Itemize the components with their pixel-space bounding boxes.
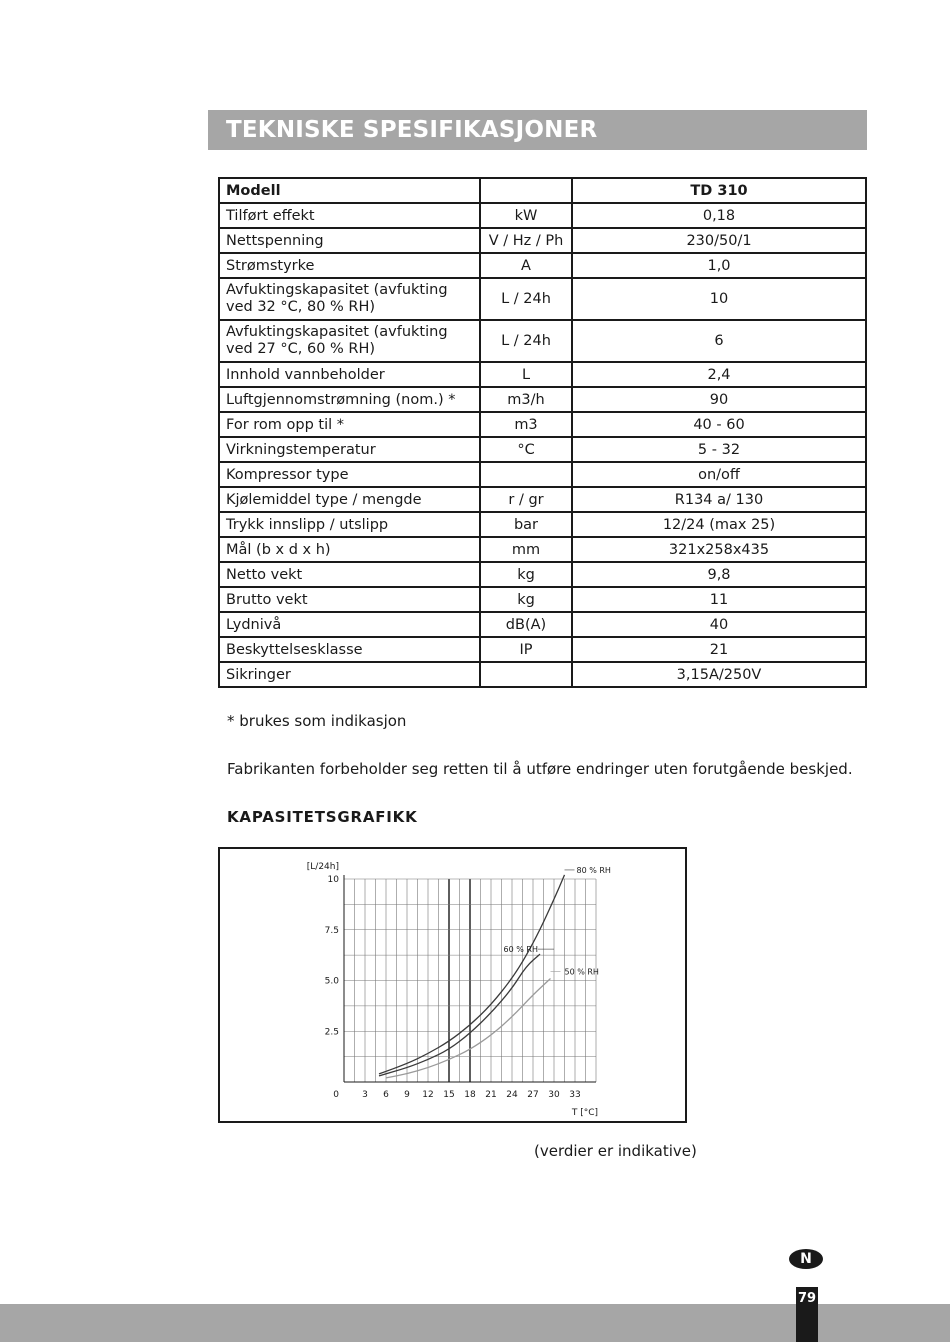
table-row xyxy=(219,462,866,487)
y-tick-label: 5.0 xyxy=(324,976,339,987)
x-axis-label: T [°C] xyxy=(571,1108,599,1118)
x-tick-label: 24 xyxy=(506,1090,518,1100)
row-value: R134 a/ 130 xyxy=(572,487,866,512)
row-label: Kompressor type xyxy=(219,462,480,487)
table-row xyxy=(219,637,866,662)
x-tick-label: 9 xyxy=(404,1090,410,1100)
row-unit: r / gr xyxy=(480,487,572,512)
row-value: on/off xyxy=(572,462,866,487)
row-value: 40 xyxy=(572,612,866,637)
table-row xyxy=(219,537,866,562)
y-tick-label: 2.5 xyxy=(324,1027,339,1038)
row-value: 1,0 xyxy=(572,253,866,278)
row-unit: L / 24h xyxy=(480,278,572,320)
row-unit: mm xyxy=(480,537,572,562)
row-label: Avfuktingskapasitet (avfukting ved 32 °C, 80 % RH) xyxy=(219,278,480,320)
series-label: 60 % RH xyxy=(503,945,538,955)
row-unit: m3/h xyxy=(480,387,572,412)
x-tick-label: 12 xyxy=(422,1090,434,1100)
row-unit: kg xyxy=(480,587,572,612)
row-unit: bar xyxy=(480,512,572,537)
row-label: Virkningstemperatur xyxy=(219,437,480,462)
y-tick-label: 7.5 xyxy=(324,925,339,936)
table-row xyxy=(219,562,866,587)
x-tick-label: 15 xyxy=(443,1090,455,1100)
row-label: Lydnivå xyxy=(219,612,480,637)
row-label: Luftgjennomstrømning (nom.) * xyxy=(219,387,480,412)
row-value: 21 xyxy=(572,637,866,662)
row-value: 2,4 xyxy=(572,362,866,387)
x-tick-label: 3 xyxy=(362,1090,368,1100)
chart-note: (verdier er indikative) xyxy=(534,1142,697,1160)
disclaimer: Fabrikanten forbeholder seg retten til å utføre endringer uten forutgående beskjed. xyxy=(227,760,853,778)
row-value: 10 xyxy=(572,278,866,320)
table-row xyxy=(219,278,866,320)
x-tick-label: 18 xyxy=(464,1090,476,1100)
row-value: 12/24 (max 25) xyxy=(572,512,866,537)
row-label: Tilført effekt xyxy=(219,203,480,228)
header-unit xyxy=(480,178,572,203)
row-value: 3,15A/250V xyxy=(572,662,866,687)
table-row xyxy=(219,228,866,253)
table-header-row xyxy=(219,178,866,203)
row-unit: V / Hz / Ph xyxy=(480,228,572,253)
language-badge: N xyxy=(789,1249,823,1269)
x-tick-label: 21 xyxy=(485,1090,497,1100)
row-value: 6 xyxy=(572,320,866,362)
row-unit: °C xyxy=(480,437,572,462)
row-value: 230/50/1 xyxy=(572,228,866,253)
row-unit: kg xyxy=(480,562,572,587)
series-label: 80 % RH xyxy=(576,865,611,875)
table-row xyxy=(219,412,866,437)
row-label: Netto vekt xyxy=(219,562,480,587)
series-label: 50 % RH xyxy=(564,967,599,977)
table-row xyxy=(219,512,866,537)
row-unit: L / 24h xyxy=(480,320,572,362)
table-row xyxy=(219,253,866,278)
row-value: 9,8 xyxy=(572,562,866,587)
table-row xyxy=(219,387,866,412)
row-unit: A xyxy=(480,253,572,278)
row-label: Kjølemiddel type / mengde xyxy=(219,487,480,512)
header-label: Modell xyxy=(219,178,480,203)
row-value: 0,18 xyxy=(572,203,866,228)
footnote: * brukes som indikasjon xyxy=(227,712,407,730)
y-tick-label: 0 xyxy=(333,1090,339,1100)
table-row xyxy=(219,612,866,637)
x-tick-label: 27 xyxy=(527,1090,539,1100)
x-tick-label: 30 xyxy=(548,1090,560,1100)
row-value: 90 xyxy=(572,387,866,412)
row-unit: dB(A) xyxy=(480,612,572,637)
table-row xyxy=(219,320,866,362)
x-tick-label: 33 xyxy=(569,1090,581,1100)
y-tick-label: 10 xyxy=(327,875,339,885)
row-unit xyxy=(480,462,572,487)
row-label: Mål (b x d x h) xyxy=(219,537,480,562)
table-row xyxy=(219,437,866,462)
spec-table xyxy=(218,177,867,688)
row-label: For rom opp til * xyxy=(219,412,480,437)
row-unit xyxy=(480,662,572,687)
row-value: 5 - 32 xyxy=(572,437,866,462)
row-label: Strømstyrke xyxy=(219,253,480,278)
page-title: TEKNISKE SPESIFIKASJONER xyxy=(226,117,598,143)
row-unit: L xyxy=(480,362,572,387)
row-value: 11 xyxy=(572,587,866,612)
row-label: Sikringer xyxy=(219,662,480,687)
table-row xyxy=(219,203,866,228)
table-row xyxy=(219,662,866,687)
header-model: TD 310 xyxy=(572,178,866,203)
row-unit: IP xyxy=(480,637,572,662)
table-row xyxy=(219,362,866,387)
row-unit: m3 xyxy=(480,412,572,437)
series-line xyxy=(386,979,551,1078)
row-value: 321x258x435 xyxy=(572,537,866,562)
row-unit: kW xyxy=(480,203,572,228)
x-tick-label: 6 xyxy=(383,1090,389,1100)
row-label: Avfuktingskapasitet (avfukting ved 27 °C, 60 % RH) xyxy=(219,320,480,362)
title-bar xyxy=(208,110,867,150)
y-axis-label: [L/24h] xyxy=(306,862,339,872)
chart-heading: KAPASITETSGRAFIKK xyxy=(227,808,418,826)
page-number: 79 xyxy=(796,1287,818,1342)
row-label: Trykk innslipp / utslipp xyxy=(219,512,480,537)
row-label: Nettspenning xyxy=(219,228,480,253)
table-row xyxy=(219,487,866,512)
row-label: Brutto vekt xyxy=(219,587,480,612)
capacity-chart xyxy=(218,847,687,1123)
row-label: Beskyttelsesklasse xyxy=(219,637,480,662)
row-value: 40 - 60 xyxy=(572,412,866,437)
table-row xyxy=(219,587,866,612)
row-label: Innhold vannbeholder xyxy=(219,362,480,387)
chart-svg xyxy=(220,849,685,1121)
